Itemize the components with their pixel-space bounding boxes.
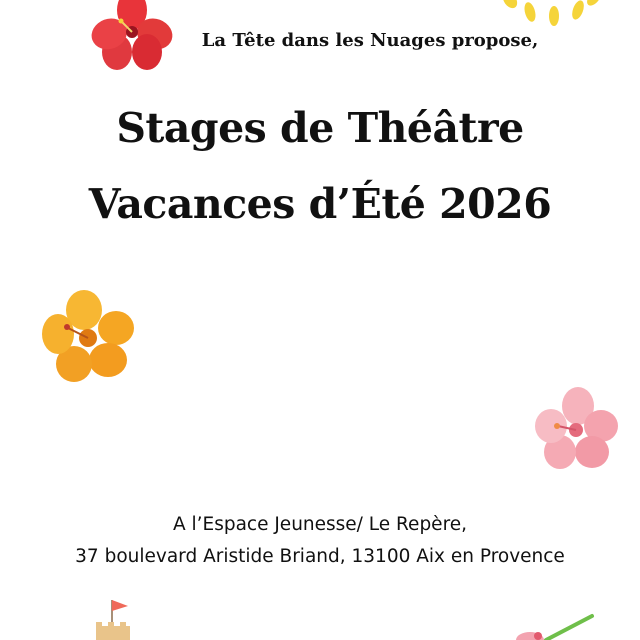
sandcastle-icon — [92, 596, 140, 640]
title-line-2: Vacances d’Été 2026 — [88, 180, 552, 228]
intro-text: La Tête dans les Nuages propose, — [201, 30, 539, 51]
yellow-hibiscus-icon — [38, 286, 134, 386]
address-line-1: A l’Espace Jeunesse/ Le Repère, — [172, 514, 468, 535]
tropical-drink-icon — [512, 610, 598, 640]
address-line-2: 37 boulevard Aristide Briand, 13100 Aix en Provence — [75, 546, 565, 567]
pink-hibiscus-icon — [530, 384, 622, 476]
title-line-1: Stages de Théâtre — [116, 104, 524, 152]
